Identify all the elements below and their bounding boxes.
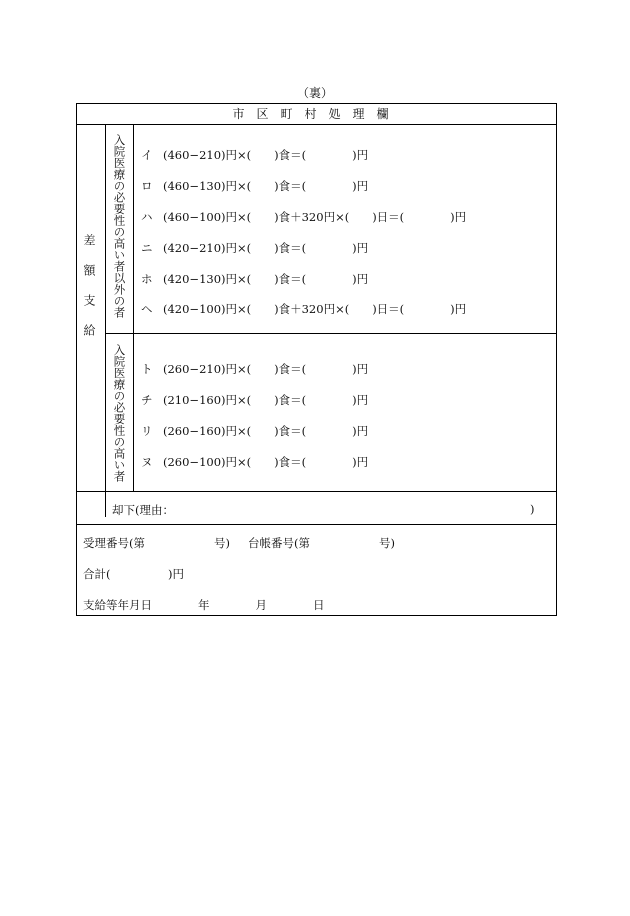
row-to: ト (260−210)円×( )食＝( )円	[141, 362, 369, 376]
row-i: イ (460−210)円×( )食＝( )円	[141, 148, 369, 162]
rejection-close-paren: )	[530, 502, 535, 516]
section-col-divider	[105, 124, 106, 517]
form-title: 市区町村処理欄	[232, 107, 401, 121]
rejection-reason-label: 却下(理由：	[112, 503, 174, 517]
group1-label: 入院医療の必要性の高い者以外の者	[112, 134, 127, 318]
row-ro: ロ (460−130)円×( )食＝( )円	[141, 179, 369, 193]
row-ha: ハ (460−100)円×( )食＋320円×( )日＝( )円	[141, 210, 467, 224]
row-nu: ヌ (260−100)円×( )食＝( )円	[141, 455, 369, 469]
section-label-sagaku-shikyu: 差額支給	[82, 234, 96, 354]
municipal-processing-form	[76, 103, 557, 616]
group-col-divider	[133, 124, 134, 491]
group2-label: 入院医療の必要性の高い者	[112, 344, 127, 482]
payment-date-field: 支給等年月日 年 月 日	[83, 598, 325, 612]
row-ho: ホ (420−130)円×( )食＝( )円	[141, 272, 369, 286]
row-he: ヘ (420−100)円×( )食＋320円×( )日＝( )円	[141, 302, 467, 316]
row-ni: ニ (420−210)円×( )食＝( )円	[141, 241, 369, 255]
ledger-number-field: 台帳番号(第 号)	[248, 536, 395, 550]
page-heading: （裏）	[296, 86, 333, 100]
total-field: 合計( )円	[83, 567, 184, 581]
title-divider	[77, 124, 556, 125]
receipt-number-field: 受理番号(第 号)	[83, 536, 230, 550]
row-ri: リ (260−160)円×( )食＝( )円	[141, 424, 369, 438]
bottom-section-line	[77, 524, 556, 525]
row-chi: チ (210−160)円×( )食＝( )円	[141, 393, 369, 407]
rejection-top-line	[77, 491, 556, 492]
group-divider	[105, 333, 556, 334]
